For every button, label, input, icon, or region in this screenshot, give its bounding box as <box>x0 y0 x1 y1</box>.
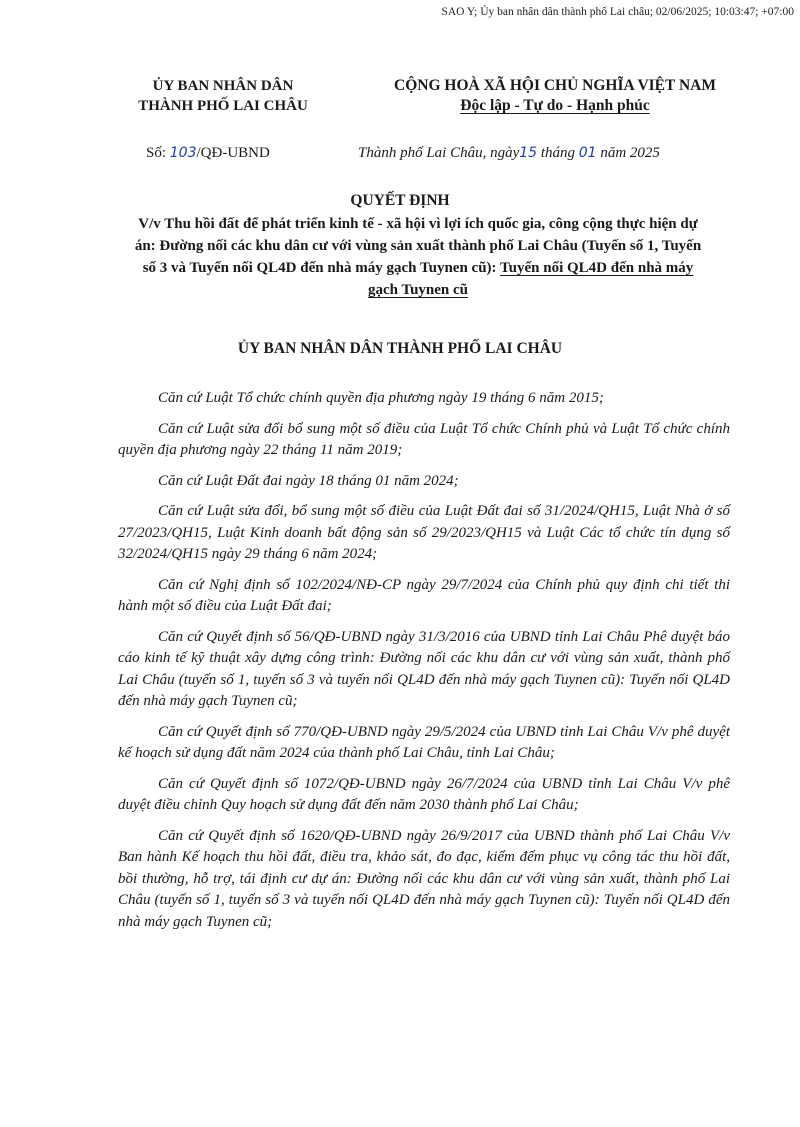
place-and-date <box>358 145 660 162</box>
legal-basis: Căn cứ Quyết định số 1620/QĐ-UBND ngày 26/9/2017 của UBND thành phố Lai Châu V/v Ban hành Kế hoạch thu hồi đất, điều tra, khảo sát, đo đạc, kiểm đếm phục vụ công tác thu hồi đất, bồi thường, hỗ trợ, tái định cư dự án: Đường nối các khu dân cư với vùng sản xuất, thành phố Lai Châu (tuyến số 1, tuyến số 3 và tuyến nối QL4D đến nhà máy gạch Tuynen cũ): Tuyến nối QL4D đến nhà máy gạch Tuynen cũ; <box>118 827 730 930</box>
issuing-agency <box>108 76 338 116</box>
agency-line-1: ỦY BAN NHÂN DÂN <box>152 78 294 94</box>
number-suffix: /QĐ-UBND <box>196 145 270 161</box>
decision-subject <box>128 213 708 301</box>
place-text: Thành phố Lai Châu, ngày <box>358 145 520 161</box>
national-title <box>350 76 760 116</box>
legal-basis: Căn cứ Luật Tổ chức chính quyền địa phương ngày 19 tháng 6 năm 2015; <box>158 390 604 406</box>
legal-basis: Căn cứ Quyết định số 1072/QĐ-UBND ngày 26/7/2024 của UBND tỉnh Lai Châu V/v phê duyệt điều chỉnh Quy hoạch sử dụng đất đến năm 2030 thành phố Lai Châu; <box>118 775 730 813</box>
legal-bases <box>118 388 730 942</box>
digital-copy-stamp: SAO Y; Ủy ban nhân dân thành phố Lai châu; 02/06/2025; 10:03:47; +07:00 <box>441 6 794 18</box>
country-name: CỘNG HOÀ XÃ HỘI CHỦ NGHĨA VIỆT NAM <box>394 77 716 94</box>
date-day: 15 <box>519 145 538 161</box>
legal-basis: Căn cứ Quyết định số 56/QĐ-UBND ngày 31/3/2016 của UBND tỉnh Lai Châu Phê duyệt báo cáo kinh tế kỹ thuật xây dựng công trình: Đường nối các khu dân cư với vùng sản xuất, thành phố Lai Châu (tuyến số 1, tuyến số 3 và tuyến nối QL4D đến nhà máy gạch Tuynen cũ): Tuyến nối QL4D đến nhà máy gạch Tuynen cũ; <box>118 628 730 709</box>
legal-basis: Căn cứ Quyết định số 770/QĐ-UBND ngày 29/5/2024 của UBND tỉnh Lai Châu V/v phê duyệt kế hoạch sử dụng đất năm 2024 của thành phố Lai Châu, tỉnh Lai Châu; <box>118 723 730 761</box>
legal-basis: Căn cứ Luật Đất đai ngày 18 tháng 01 năm 2024; <box>158 472 459 489</box>
number-prefix: Số: <box>146 145 167 161</box>
subject-main: V/v Thu hồi đất để phát triển kinh tế - xã hội vì lợi ích quốc gia, công cộng thực hiện dự án: Đường nối các khu dân cư với vùng sản xuất thành phố Lai Châu (Tuyến số 1, Tuyến số 3 và Tuyến nối QL4D đến nhà máy gạch Tuynen cũ): <box>134 216 702 276</box>
legal-basis: Căn cứ Nghị định số 102/2024/NĐ-CP ngày 29/7/2024 của Chính phủ quy định chi tiết thi hành một số điều của Luật Đất đai; <box>118 576 730 614</box>
document-number <box>146 145 270 162</box>
year-text: năm 2025 <box>600 145 660 161</box>
legal-basis: Căn cứ Luật sửa đổi bổ sung một số điều của Luật Tổ chức Chính phủ và Luật Tổ chức chính quyền địa phương ngày 22 tháng 11 năm 2019; <box>118 420 730 458</box>
legal-basis: Căn cứ Luật sửa đổi, bổ sung một số điều của Luật Đất đai số 31/2024/QH15, Luật Nhà ở số 27/2023/QH15, Luật Kinh doanh bất động sản số 29/2023/QH15 và Luật Các tổ chức tín dụng số 32/2024/QH15 ngày 29 tháng 6 năm 2024; <box>118 503 730 562</box>
number-handwritten: 103 <box>169 145 197 161</box>
national-motto: Độc lập - Tự do - Hạnh phúc <box>460 97 650 114</box>
agency-line-2: THÀNH PHỐ LAI CHÂU <box>138 98 308 114</box>
month-label: tháng <box>540 145 576 161</box>
date-month: 01 <box>578 145 597 161</box>
issuer-heading: ỦY BAN NHÂN DÂN THÀNH PHỐ LAI CHÂU <box>237 340 563 357</box>
subject-underlined: Tuyến nối QL4D đến nhà máy gạch Tuynen cũ <box>367 260 694 298</box>
decision-title: QUYẾT ĐỊNH <box>350 192 450 209</box>
